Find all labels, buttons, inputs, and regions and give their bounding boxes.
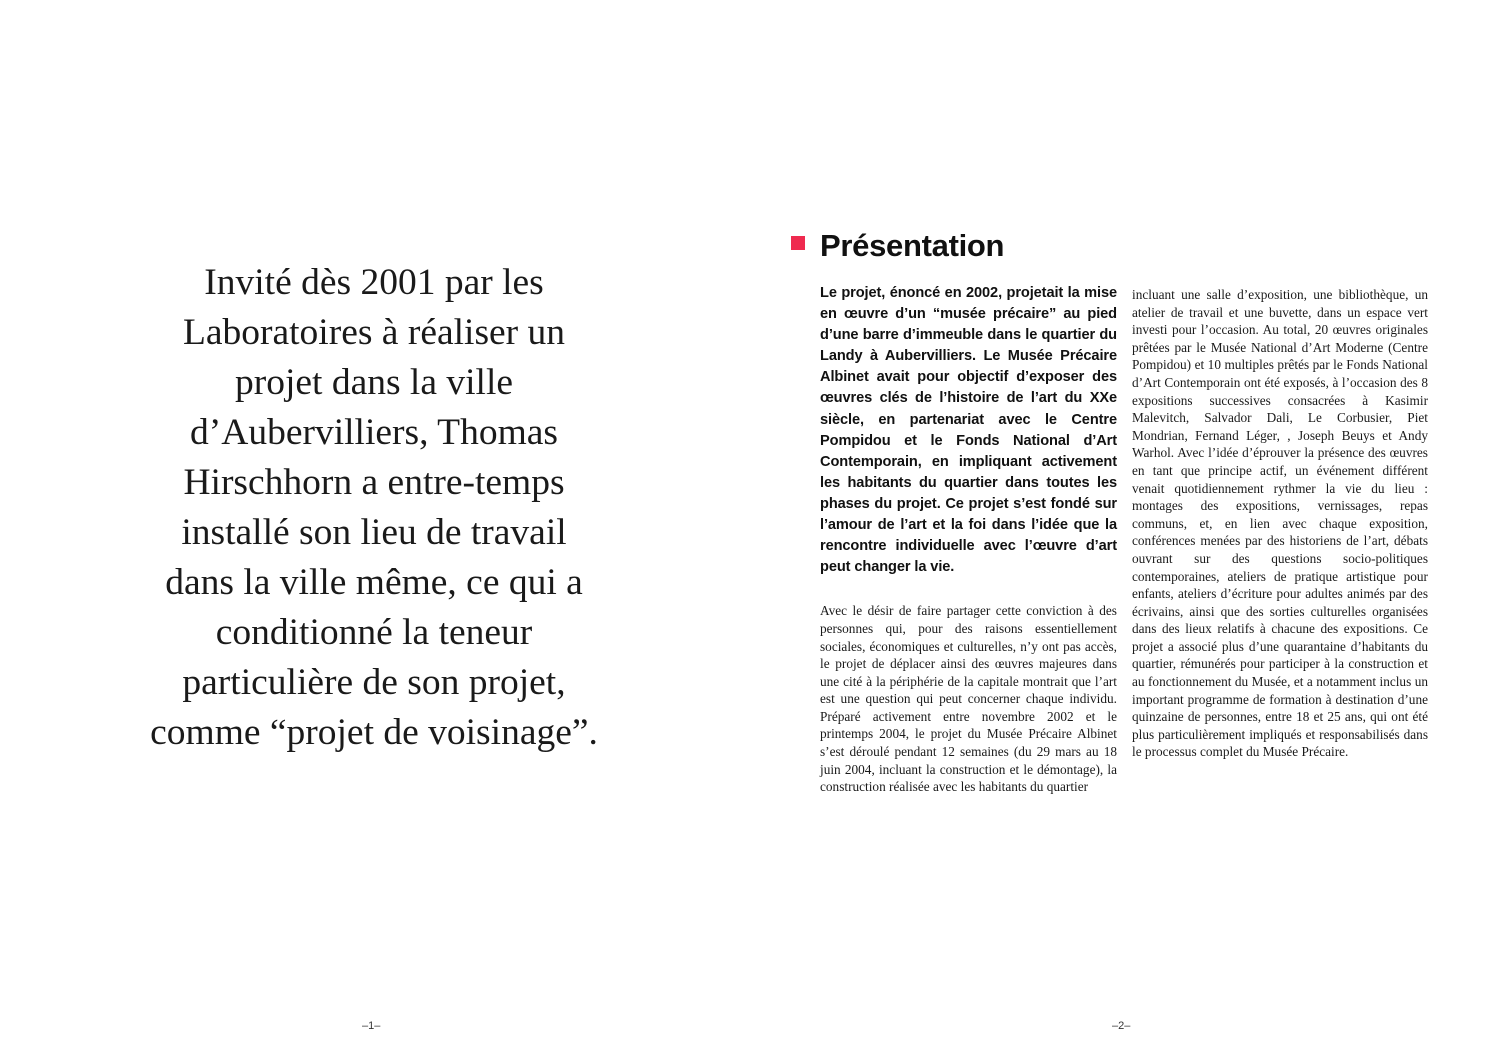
section-title: Présentation <box>820 228 1005 263</box>
page-number-left: –1– <box>362 1020 381 1032</box>
section-marker-square <box>791 236 805 250</box>
text-column-right <box>1132 286 1428 761</box>
lead-paragraph: Le projet, énoncé en 2002, projetait la mise en œuvre d’un “musée précaire” au pied d’une barre d’immeuble dans le quartier du Landy à Aubervilliers. Le Musée Précaire Albinet avait pour objectif d’exposer des œuvres clés de l’histoire de l’art du XXe siècle, en partenariat avec le Centre Pompidou et le Fonds National d’Art Contemporain, en impliquant activement les habitants du quartier dans toutes les phases du projet. Ce projet s’est fondé sur l’amour de l’art et la foi dans l’idée que la rencontre individuelle avec l’œuvre d’art peut changer la vie. <box>820 285 1117 576</box>
pull-quote: Invité dès 2001 par les Laboratoires à réaliser un projet dans la ville d’Aubervilliers, Thomas Hirschhorn a entre-temps installé son lieu de travail dans la ville même, ce qui a conditionné la teneur particulière de son projet, comme “projet de voisinage”. <box>150 262 598 753</box>
text-column-left <box>820 283 1117 796</box>
body-paragraph-left: Avec le désir de faire partager cette conviction à des personnes qui, pour des raisons essentiellement sociales, économiques et culturelles, n’y ont pas accès, le projet de déplacer ainsi des œuvres majeures dans une cité à la périphérie de la capitale montrait que l’art est une question qui peut concerner chaque individu. Préparé activement entre novembre 2002 et le printemps 2004, le projet du Musée Précaire Albinet s’est déroulé pendant 12 semaines (du 29 mars au 18 juin 2004, incluant la construction et le démontage), la construction réalisée avec les habitants du quartier <box>820 603 1117 795</box>
right-page <box>750 0 1500 1061</box>
page-number-right: –2– <box>1112 1020 1131 1032</box>
body-paragraph-right: incluant une salle d’exposition, une bibliothèque, un atelier de travail et une buvette, dans un espace vert investi pour l’occasion. Au total, 20 œuvres originales prêtées par le Musée National d’Art Moderne (Centre Pompidou) et 10 multiples prêtés par le Fonds National d’Art Contemporain ont été exposés, à l’occasion des 8 expositions successives consacrées à Kasimir Malevitch, Salvador Dali, Le Corbusier, Piet Mondrian, Fernand Léger, , Joseph Beuys et Andy Warhol. Avec l’idée d’éprouver la présence des œuvres en tant que principe actif, un événement différent venait quotidiennement rythmer la vie du lieu : montages des expositions, vernissages, repas communs, et, en lien avec chaque exposition, conférences menées par des historiens de l’art, débats ouvrant sur des questions socio-politiques contemporaines, ateliers de pratique artistique pour enfants, ateliers d’écriture pour adultes animés par des écrivains, ainsi que des sorties culturelles organisées dans des lieux relatifs à chacune des expositions. Ce projet a associé plus d’une quarantaine d’habitants du quartier, rémunérés pour participer à la construction et au fonctionnement du Musée, et a notamment inclus un important programme de formation à destination d’une quinzaine de personnes, entre 18 et 25 ans, qui ont été plus particulièrement impliqués et responsabilisés dans le processus complet du Musée Précaire. <box>1132 287 1428 760</box>
